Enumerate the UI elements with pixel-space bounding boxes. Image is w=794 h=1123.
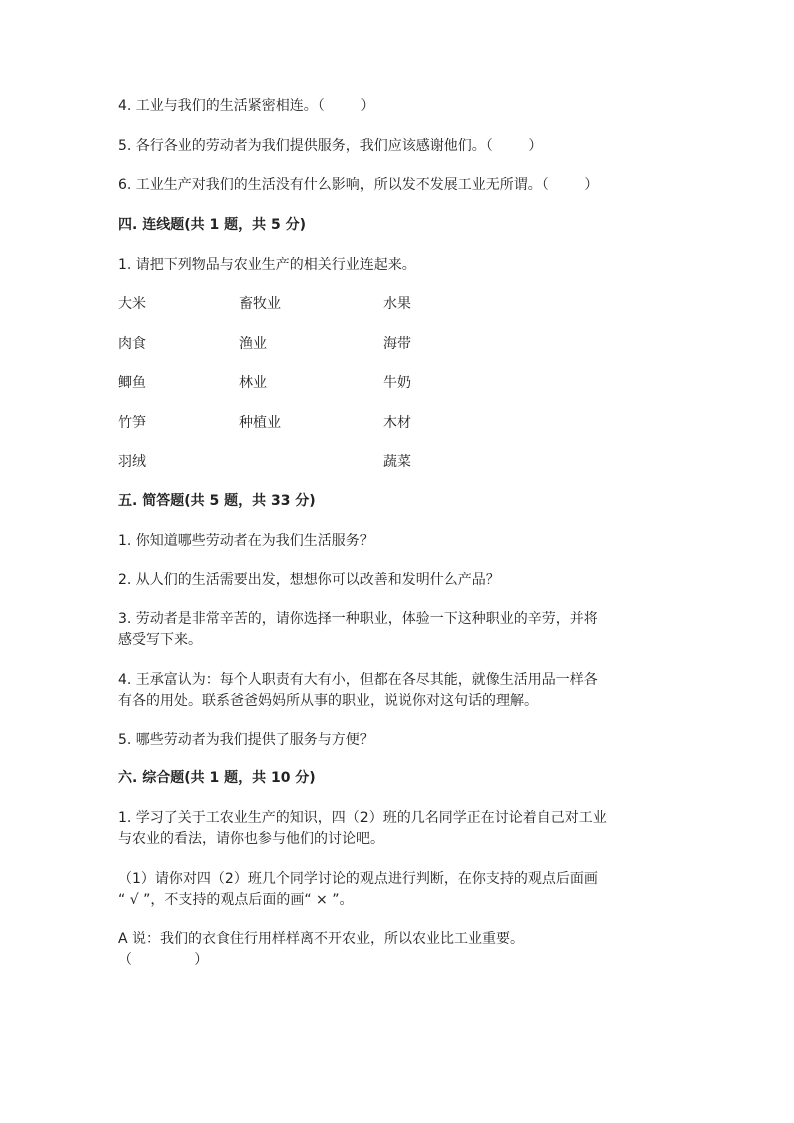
- matching-industry: 渔业: [239, 336, 267, 352]
- matching-item: 蔬菜: [383, 454, 411, 470]
- matching-industry: 畜牧业: [239, 296, 281, 312]
- opinion-a: [118, 929, 678, 971]
- section-heading-short-answer: 五. 简答题(共 5 题，共 33 分): [118, 493, 316, 509]
- sub1-line-1: （1）请你对四（2）班几个同学讨论的观点进行判断，在你支持的观点后面画: [118, 871, 598, 887]
- q4-line-2: 有各的用处。联系爸爸妈妈所从事的职业，说说你对这句话的理解。: [118, 693, 538, 709]
- q1-line-1: 1. 学习了关于工农业生产的知识，四（2）班的几名同学正在讨论着自己对工业: [118, 810, 607, 826]
- matching-item: 水果: [383, 296, 411, 312]
- matching-item: 木材: [383, 415, 411, 431]
- q4-line-1: 4. 王承富认为：每个人职责有大有小，但都在各尽其能，就像生活用品一样各: [118, 672, 598, 688]
- short-answer-q2: 2. 从人们的生活需要出发，想想你可以改善和发明什么产品？: [118, 572, 500, 588]
- comprehensive-sub-question: [118, 869, 678, 911]
- opinion-a-text: A 说：我们的衣食住行用样样离不开农业，所以农业比工业重要。: [118, 931, 525, 947]
- judgement-item-4: 4. 工业与我们的生活紧密相连。（ ）: [118, 98, 375, 114]
- q3-line-1: 3. 劳动者是非常辛苦的，请你选择一种职业，体验一下这种职业的辛劳，并将: [118, 611, 598, 627]
- judgement-item-5: 5. 各行各业的劳动者为我们提供服务，我们应该感谢他们。（ ）: [118, 138, 543, 154]
- judgement-item-6: 6. 工业生产对我们的生活没有什么影响，所以发不发展工业无所谓。（ ）: [118, 177, 599, 193]
- matching-industry: 林业: [239, 375, 267, 391]
- matching-item: 牛奶: [383, 375, 411, 391]
- short-answer-q4: [118, 670, 678, 712]
- matching-item: 鲫鱼: [118, 375, 146, 391]
- section-heading-comprehensive: 六. 综合题(共 1 题，共 10 分): [118, 770, 316, 786]
- comprehensive-q1: [118, 808, 678, 850]
- matching-item: 肉食: [118, 336, 146, 352]
- matching-item: 海带: [383, 336, 411, 352]
- answer-blank: （ ）: [118, 952, 209, 968]
- q1-line-2: 与农业的看法，请你也参与他们的讨论吧。: [118, 831, 384, 847]
- section-heading-matching: 四. 连线题(共 1 题，共 5 分): [118, 217, 306, 233]
- matching-item: 大米: [118, 296, 146, 312]
- short-answer-q5: 5. 哪些劳动者为我们提供了服务与方便？: [118, 732, 374, 748]
- sub1-line-2: “ √ ”，不支持的观点后面的画“ × ”。: [118, 892, 354, 908]
- matching-industry: 种植业: [239, 415, 281, 431]
- matching-item: 羽绒: [118, 454, 146, 470]
- q3-line-2: 感受写下来。: [118, 632, 202, 648]
- short-answer-q1: 1. 你知道哪些劳动者在为我们生活服务？: [118, 533, 374, 549]
- matching-question: 1. 请把下列物品与农业生产的相关行业连起来。: [118, 257, 416, 273]
- short-answer-q3: [118, 609, 678, 651]
- matching-item: 竹笋: [118, 415, 146, 431]
